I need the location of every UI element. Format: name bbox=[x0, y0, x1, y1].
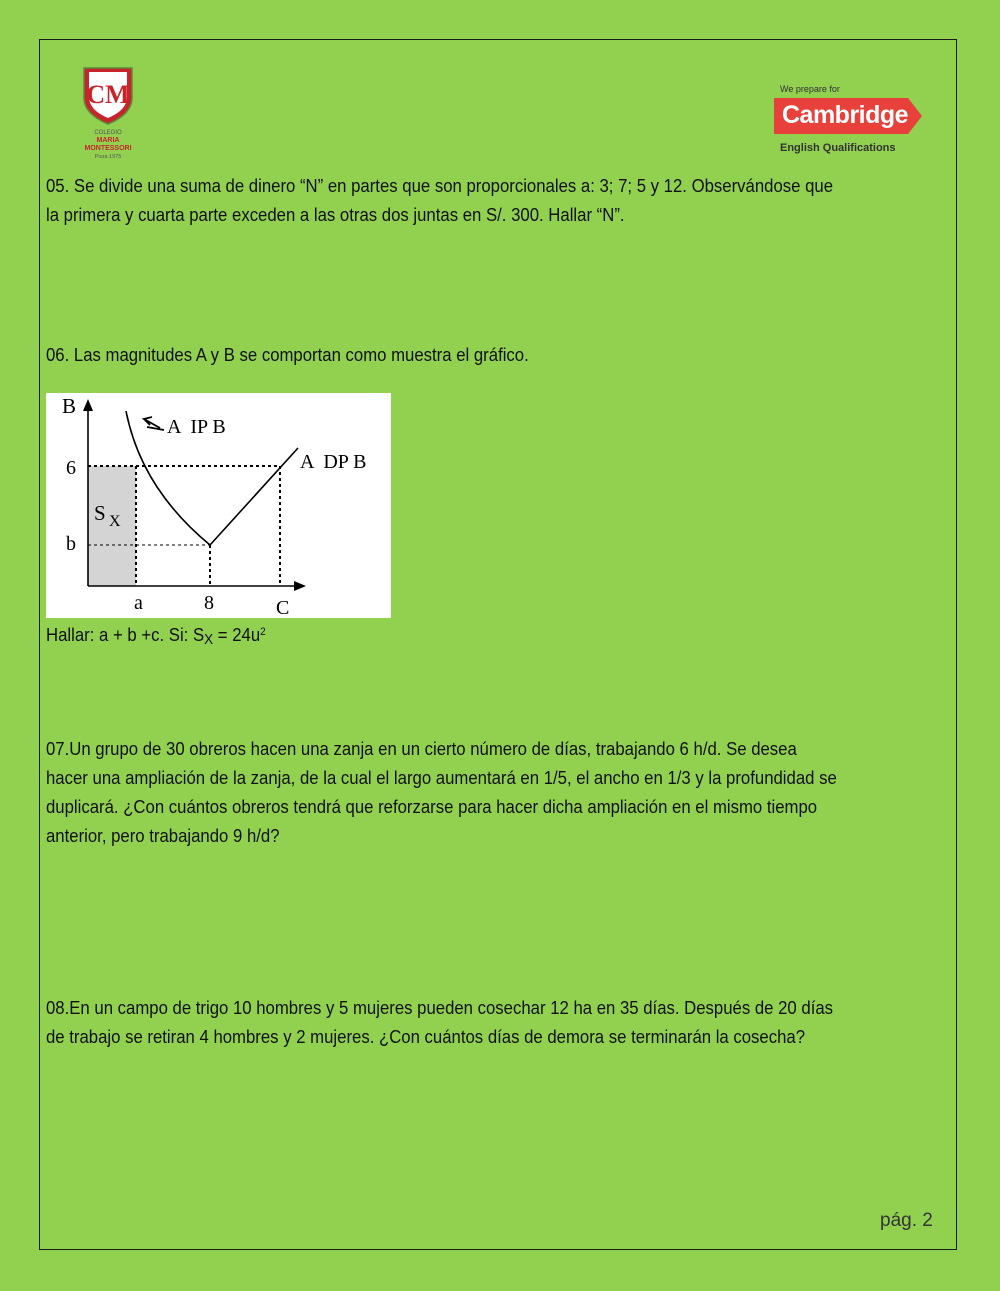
sx-label: S bbox=[94, 501, 106, 525]
ip-label: A IP B bbox=[167, 416, 226, 438]
dp-label: A DP B bbox=[300, 451, 367, 473]
magnitudes-graph bbox=[46, 393, 391, 618]
question-07 bbox=[46, 734, 946, 850]
question-08 bbox=[46, 993, 946, 1051]
question-07-line2: hacer una ampliación de la zanja, de la cual el largo aumentará en 1/5, el ancho en 1/3 y la profundidad se bbox=[46, 767, 837, 788]
cambridge-brand: Cambridge bbox=[782, 101, 909, 129]
svg-text:Piura 1975: Piura 1975 bbox=[94, 154, 122, 160]
y-axis-arrow bbox=[83, 399, 93, 411]
x-tick-c: C bbox=[276, 597, 290, 618]
cambridge-subtitle: English Qualifications bbox=[780, 142, 896, 154]
question-07-line3: duplicará. ¿Con cuántos obreros tendrá que reforzarse para hacer dicha ampliación en el mismo tiempo bbox=[46, 796, 818, 817]
y-axis-label: B bbox=[62, 394, 77, 418]
y-tick-b: b bbox=[66, 533, 76, 555]
school-logo bbox=[70, 62, 146, 162]
x-tick-8: 8 bbox=[204, 592, 214, 614]
x-axis-arrow bbox=[294, 581, 306, 591]
question-06-text: 06. Las magnitudes A y B se comportan como muestra el gráfico. bbox=[46, 344, 529, 365]
svg-text:MONTESSORI: MONTESSORI bbox=[84, 145, 132, 152]
x-tick-a: a bbox=[134, 592, 143, 614]
page-number: pág. 2 bbox=[880, 1210, 933, 1231]
question-07-line4: anterior, pero trabajando 9 h/d? bbox=[46, 825, 280, 846]
cambridge-tagline: We prepare for bbox=[780, 84, 840, 94]
svg-text:CM: CM bbox=[86, 80, 130, 109]
question-07-line1: 07.Un grupo de 30 obreros hacen una zanja en un cierto número de días, trabajando 6 h/d. Se desea bbox=[46, 738, 797, 759]
question-06-hallar: Hallar: a + b +c. Si: $S_X = 24u^2$ bbox=[46, 624, 266, 648]
pointer-arrow bbox=[144, 417, 160, 428]
svg-text:MARIA: MARIA bbox=[96, 137, 120, 144]
svg-text:COLEGIO: COLEGIO bbox=[94, 130, 122, 136]
question-06 bbox=[46, 340, 946, 369]
cambridge-logo bbox=[772, 84, 932, 160]
question-05 bbox=[46, 171, 946, 229]
sx-sub-label: X bbox=[109, 513, 121, 530]
dp-line bbox=[210, 448, 298, 545]
question-05-line1: 05. Se divide una suma de dinero “N” en partes que son proporcionales a: 3; 7; 5 y 12. Observándose que bbox=[46, 175, 834, 196]
question-08-line2: de trabajo se retiran 4 hombres y 2 mujeres. ¿Con cuántos días de demora se terminarán la cosecha? bbox=[46, 1026, 806, 1047]
question-05-line2: la primera y cuarta parte exceden a las otras dos juntas en S/. 300. Hallar “N”. bbox=[46, 204, 625, 225]
question-08-line1: 08.En un campo de trigo 10 hombres y 5 mujeres pueden cosechar 12 ha en 35 días. Después de 20 días bbox=[46, 997, 834, 1018]
y-tick-6: 6 bbox=[66, 457, 76, 479]
